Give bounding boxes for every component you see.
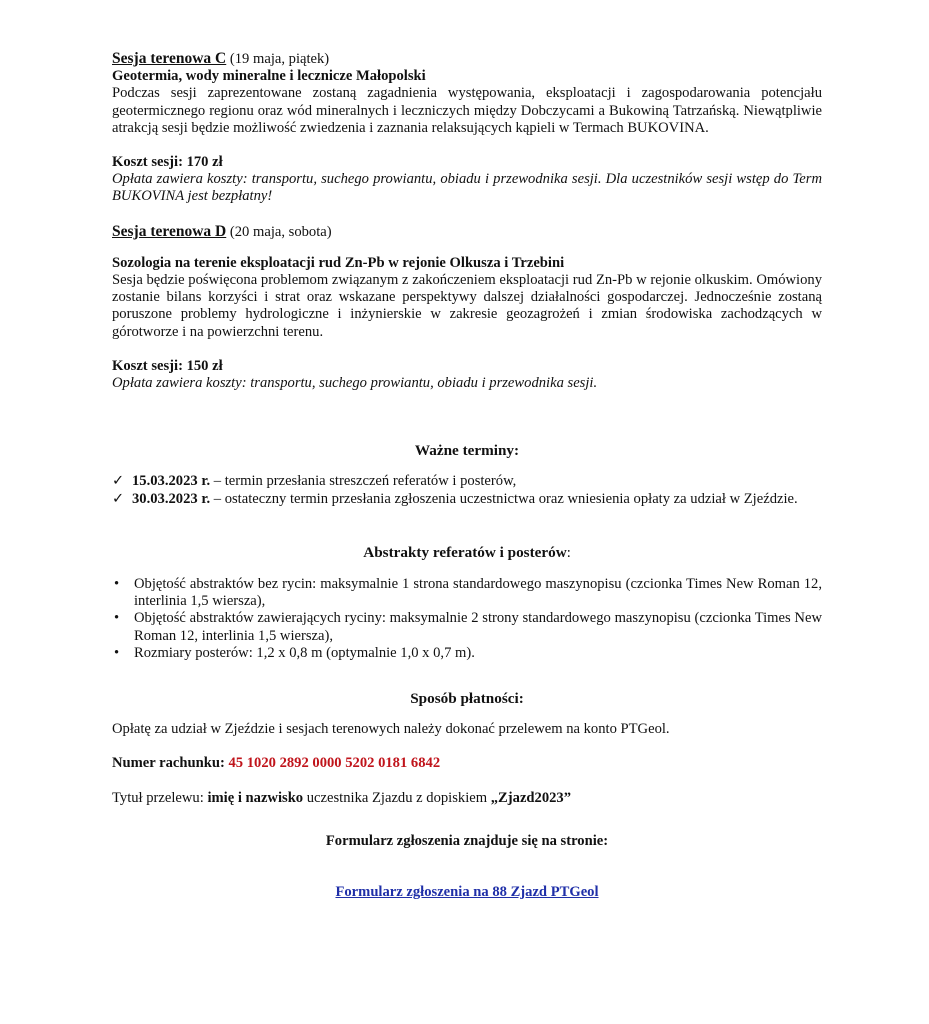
transfer-title-line [112,790,822,807]
list-item [112,491,822,508]
account-label: Numer rachunku: [112,755,229,772]
abstracts-item-text: Objętość abstraktów zawierających ryciny: maksymalnie 2 strony standardowego maszynopisu (czcionka Times New Roman 12, interlinia 1,5 wiersza), [134,610,822,644]
session-c-date: (19 maja, piątek) [226,51,330,67]
bullet-icon: • [114,644,120,661]
session-c-cost-note: Opłata zawiera koszty: transportu, suchego prowiantu, obiadu i przewodnika sesji. Dla uczestników sesji wstęp do Term BUKOVINA jest bezpłatny! [112,171,822,205]
deadlines-heading: Ważne terminy: [414,442,520,460]
session-d-description: Sesja będzie poświęcona problemom związanym z zakończeniem eksploatacji rud Zn-Pb w rejonie olkuskim. Omówiony zostanie bilans korzyści i strat oraz wskazane perspektywy dalszej działalności gospodarczej. Jednocześnie zostaną poruszone problemy hydrologiczne i inżynierskie w zakresie geozagrożeń i zmian środowiska zachodzących w górotworze i na powierzchni terenu. [112,272,822,340]
abstracts-section [112,544,822,662]
document-page [112,50,822,901]
abstracts-item-text: Objętość abstraktów bez rycin: maksymalnie 1 strona standardowego maszynopisu (czcionka Times New Roman 12, interlinia 1,5 wiersza), [134,576,822,610]
session-d-cost: Koszt sesji: 150 zł [112,357,223,374]
session-d-subtitle: Sozologia na terenie eksploatacji rud Zn-Pb w rejonie Olkusza i Trzebini [112,254,565,271]
session-c [112,50,822,206]
form-heading: Formularz zgłoszenia znajduje się na stronie: [325,832,609,849]
session-c-title: Sesja terenowa C [112,50,227,67]
session-d-title: Sesja terenowa D [112,222,227,240]
transfer-prefix: Tytuł przelewu: [112,789,208,806]
deadline-date: 15.03.2023 r. [132,473,211,490]
payment-section [112,690,822,807]
abstracts-item-text: Rozmiary posterów: 1,2 x 0,8 m (optymalnie 1,0 x 0,7 m). [134,644,475,661]
abstracts-list [112,576,822,662]
session-d [112,223,822,393]
transfer-name: imię i nazwisko [207,789,304,806]
form-section [112,833,822,901]
session-c-description: Podczas sesji zaprezentowane zostaną zagadnienia występowania, eksploatacji i zagospodarowania potencjału geotermicznego regionu oraz wód mineralnych i leczniczych między Dobczycami a Bukowiną Tatrzańską. Niewątpliwie atrakcją sesji będzie możliwość zwiedzenia i zaznania relaksujących kąpieli w Termach BUKOVINA. [112,85,822,136]
session-c-subtitle: Geotermia, wody mineralne i lecznicze Małopolski [112,68,426,85]
form-link-line [112,884,822,901]
list-item [112,645,822,662]
check-icon: ✓ [112,490,125,507]
session-d-cost-note: Opłata zawiera koszty: transportu, suchego prowiantu, obiadu i przewodnika sesji. [112,375,598,392]
abstracts-heading-line [112,544,822,562]
session-c-cost: Koszt sesji: 170 zł [112,154,223,171]
transfer-tag: „Zjazd2023” [490,789,572,806]
abstracts-heading-colon: : [566,544,571,561]
account-line [112,755,822,772]
check-icon: ✓ [112,473,125,490]
deadline-date: 30.03.2023 r. [132,490,211,507]
deadline-text: – termin przesłania streszczeń referatów i posterów, [210,473,517,490]
deadlines-list [112,473,822,507]
session-d-heading [112,223,822,241]
registration-form-link[interactable]: Formularz zgłoszenia na 88 Zjazd PTGeol [335,884,599,901]
deadlines-section [112,442,822,508]
transfer-middle: uczestnika Zjazdu z dopiskiem [303,789,491,806]
deadline-text: – ostateczny termin przesłania zgłoszenia uczestnictwa oraz wniesienia opłaty za udział w Zjeździe. [210,490,798,507]
payment-heading: Sposób płatności: [410,690,524,708]
session-c-heading [112,50,822,68]
bullet-icon: • [114,610,120,627]
abstracts-heading: Abstrakty referatów i posterów [363,543,567,561]
bullet-icon: • [114,576,120,593]
list-item [112,610,822,644]
session-d-date: (20 maja, sobota) [226,223,332,240]
account-number: 45 1020 2892 0000 5202 0181 6842 [228,755,441,772]
payment-text: Opłatę za udział w Zjeździe i sesjach terenowych należy dokonać przelewem na konto PTGeol. [112,721,670,738]
list-item [112,473,822,490]
list-item [112,576,822,610]
